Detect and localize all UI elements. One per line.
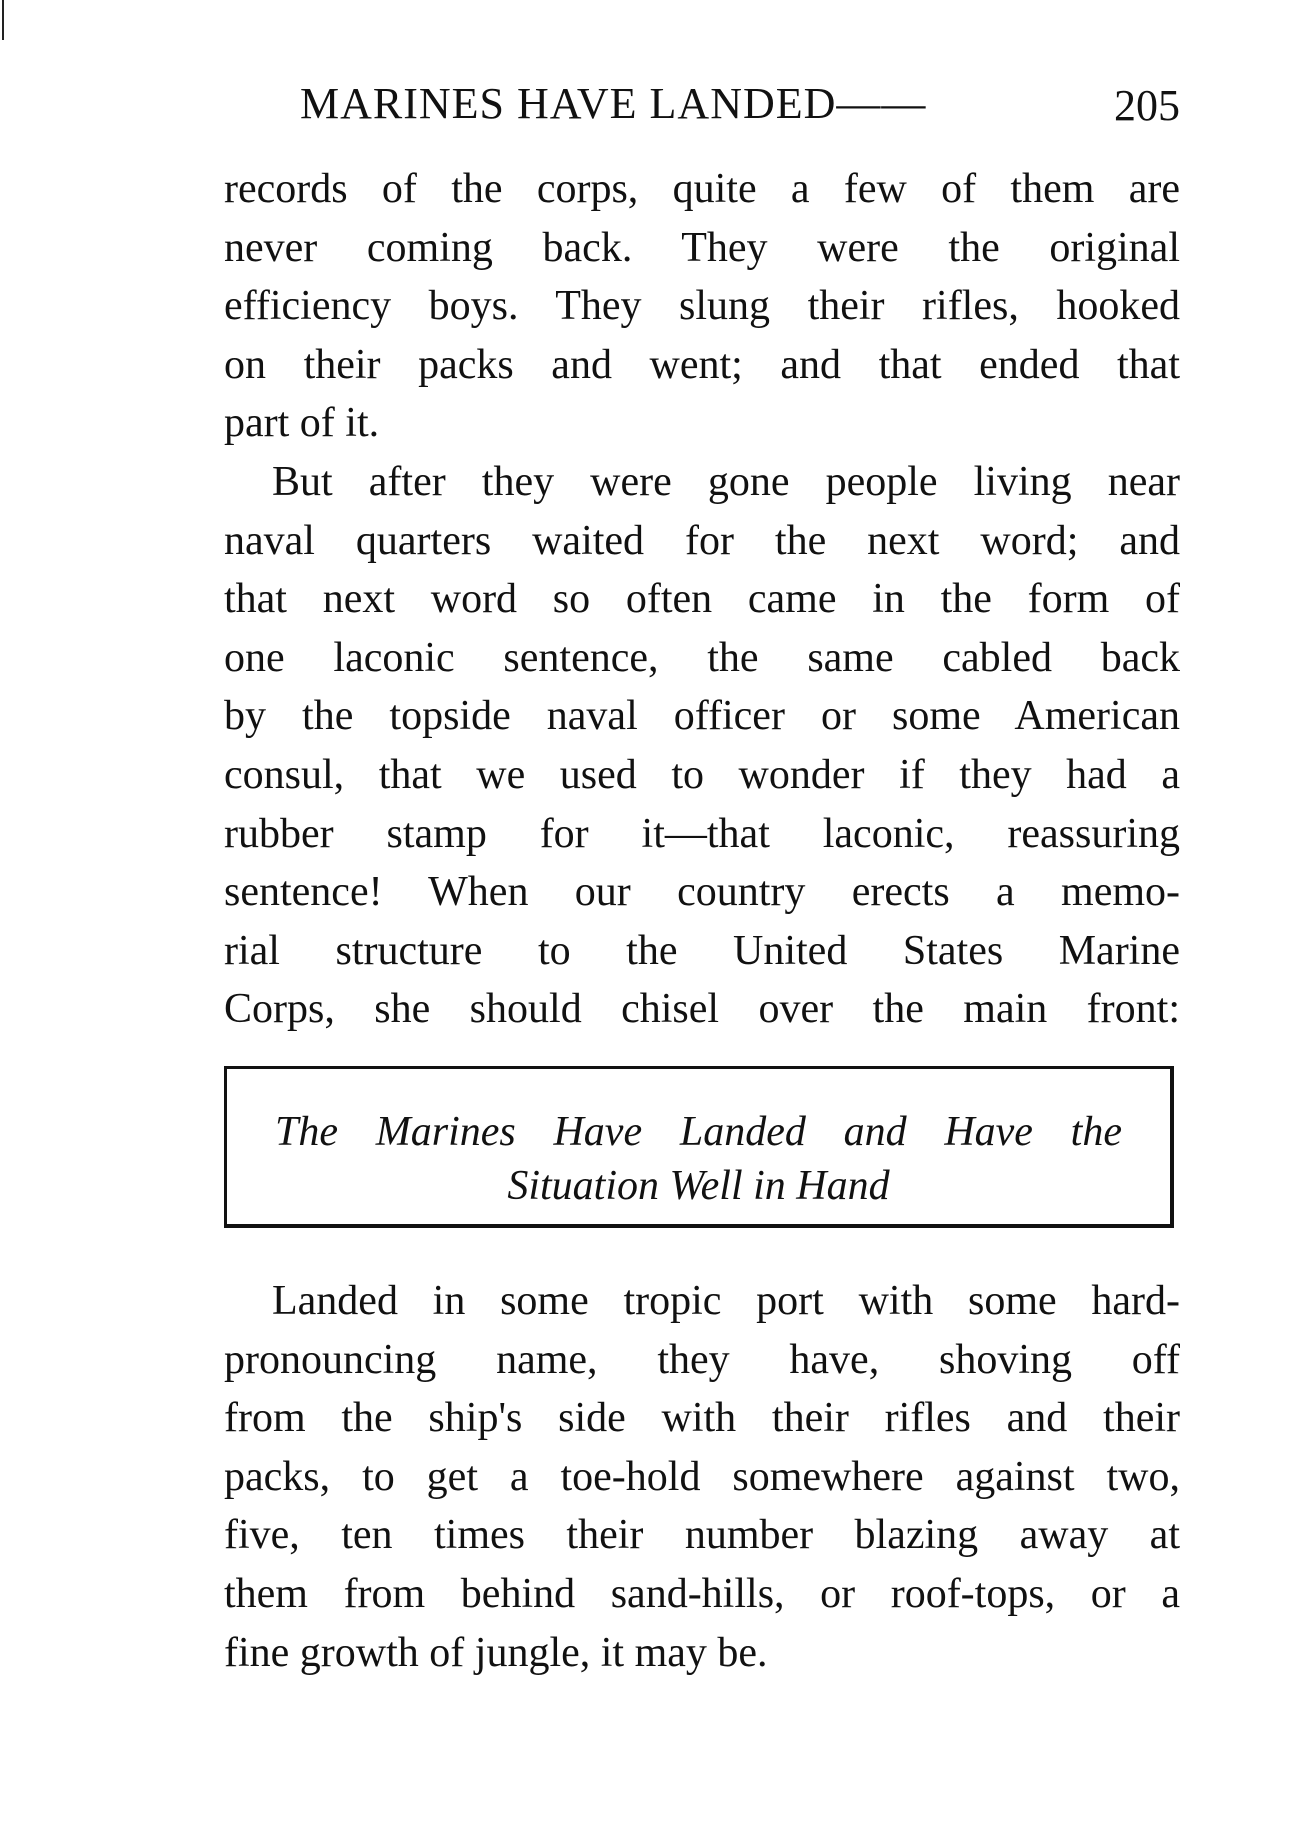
page-number: 205 — [1114, 81, 1180, 130]
text-line: by the topside naval officer or some American — [224, 693, 1180, 740]
inscription-box — [224, 1066, 1174, 1228]
paragraph-3 — [224, 1272, 1180, 1682]
inscription-line-2: Situation Well in Hand — [507, 1163, 890, 1209]
text-line: on their packs and went; and that ended that — [224, 341, 1180, 388]
text-line: never coming back. They were the original — [224, 224, 1180, 271]
text-line: them from behind sand-hills, or roof-tops, or a — [224, 1570, 1180, 1617]
running-head — [300, 78, 1180, 129]
text-line: from the ship's side with their rifles and their — [224, 1395, 1180, 1442]
text-line: efficiency boys. They slung their rifles, hooked — [224, 283, 1180, 330]
text-line: that next word so often came in the form of — [224, 576, 1180, 623]
text-line: five, ten times their number blazing away at — [224, 1512, 1180, 1559]
text-line: one laconic sentence, the same cabled back — [224, 634, 1180, 681]
inscription-line-1: The Marines Have Landed and Have the — [275, 1109, 1122, 1155]
text-line: records of the corps, quite a few of them are — [224, 166, 1180, 212]
text-line: sentence! When our country erects a memo- — [224, 869, 1180, 916]
text-line: But after they were gone people living near — [272, 459, 1180, 505]
text-line: rubber stamp for it—that laconic, reassuring — [224, 810, 1180, 857]
text-line: rial structure to the United States Marine — [224, 927, 1180, 974]
text-line: Landed in some tropic port with some hard- — [272, 1278, 1180, 1324]
text-line: part of it. — [224, 400, 380, 447]
paragraph-1 — [224, 160, 1180, 453]
text-line: Corps, she should chisel over the main front: — [224, 986, 1180, 1033]
text-line: packs, to get a toe-hold somewhere against two, — [224, 1453, 1180, 1500]
paragraph-2 — [224, 453, 1180, 1039]
text-line: pronouncing name, they have, shoving off — [224, 1336, 1180, 1383]
text-line: fine growth of jungle, it may be. — [224, 1629, 768, 1676]
inscription-text — [227, 1105, 1170, 1213]
text-line: consul, that we used to wonder if they had a — [224, 751, 1180, 798]
running-head-title: MARINES HAVE LANDED—— — [300, 79, 927, 128]
margin-rule — [2, 0, 4, 40]
text-line: naval quarters waited for the next word; and — [224, 517, 1180, 564]
